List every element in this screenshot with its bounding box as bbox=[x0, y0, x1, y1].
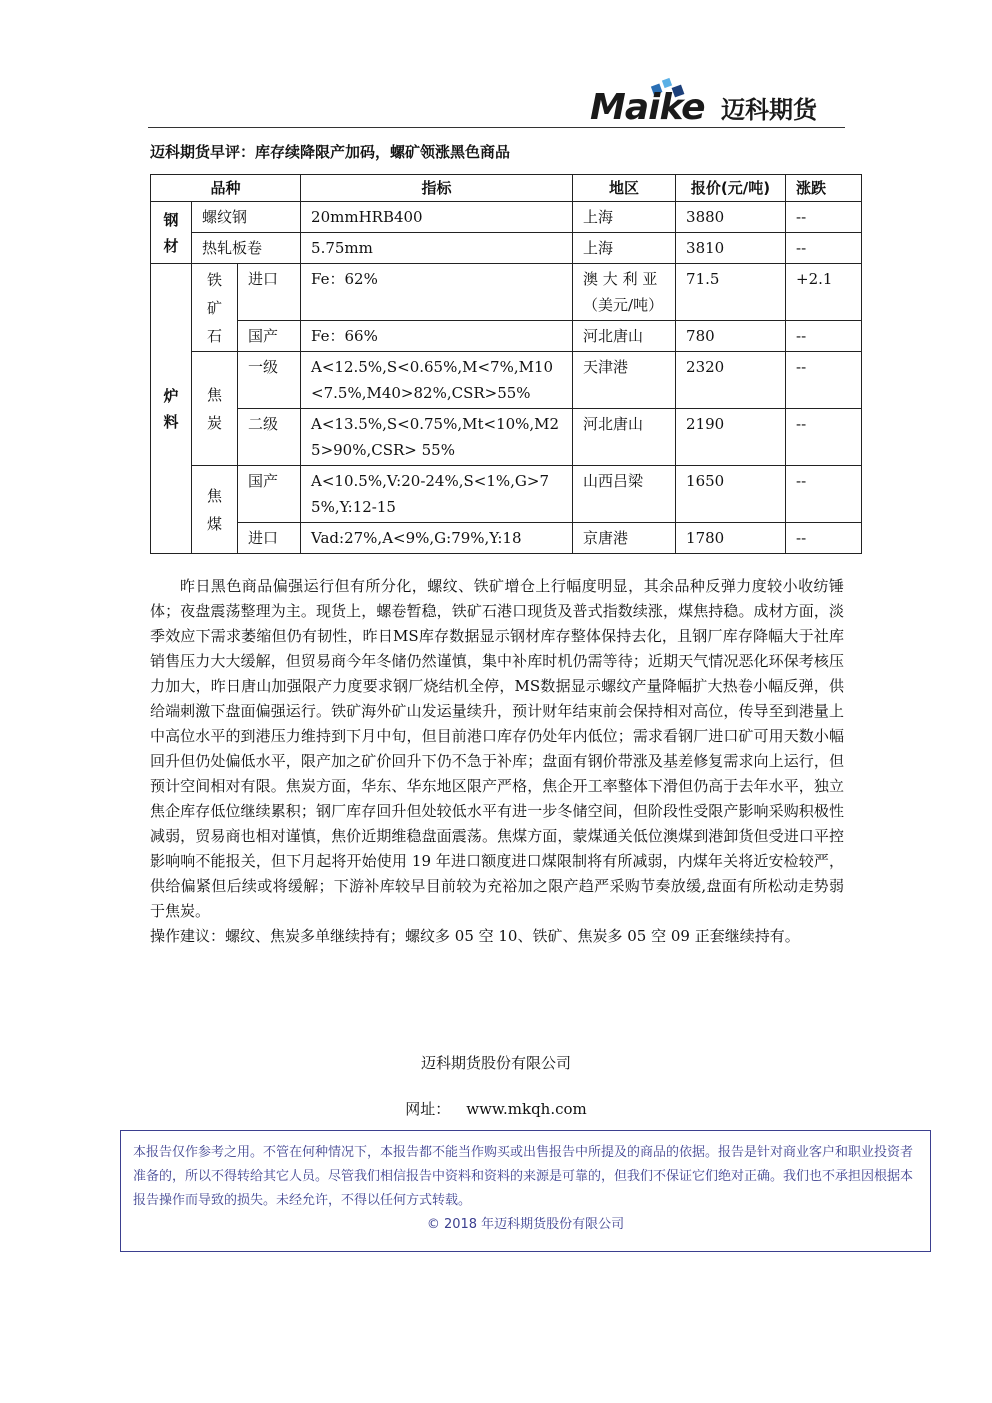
commentary-paragraph: 昨日黑色商品偏强运行但有所分化，螺纹、铁矿增仓上行幅度明显，其余品种反弹力度较小收纺锤体；夜盘震荡整理为主。现货上，螺卷暂稳，铁矿石港口现货及普式指数续涨，煤焦持稳。成材方面，淡季效应下需求萎缩但仍有韧性，昨日MS库存数据显示钢材库存整体保持去化，且钢厂库存降幅大于社库销售压力大大缓解，但贸易商今年冬储仍然谨慎，集中补库时机仍需等待；近期天气情况恶化环保考核压力加大，昨日唐山加强限产力度要求钢厂烧结机全停，MS数据显示螺纹产量降幅扩大热卷小幅反弹，供给端刺激下盘面偏强运行。铁矿海外矿山发运量续升，预计财年结束前会保持相对高位，传导至到港量上中高位水平的到港压力维持到下月中旬，但目前港口库存仍处年内低位；需求看钢厂进口矿可用天数小幅回升但仍处偏低水平，限产加之矿价回升下仍不急于补库；盘面有钢价带涨及基差修复需求向上运行，但预计空间相对有限。焦炭方面，华东、华东地区限产严格，焦企开工率整体下滑但仍高于去年水平，独立焦企库存低位继续累积；钢厂库存回升但处较低水平有进一步冬储空间，但阶段性受限产影响采购积极性减弱，贸易商也相对谨慎，焦价近期维稳盘面震荡。焦煤方面，蒙煤通关低位澳煤到港卸货但受进口平控影响响不能报关，但下月起将开始使用 19 年进口额度进口煤限制将有所减弱，内煤年关将近安检较严，供给偏紧但后续或将缓解；下游补库较早目前较为充裕加之限产趋严采购节奏放缓,盘面有所松动走势弱于焦炭。 bbox=[150, 577, 844, 920]
region-cell: 上海 bbox=[573, 202, 676, 233]
price-cell: 3880 bbox=[676, 202, 786, 233]
change-cell: -- bbox=[786, 352, 862, 409]
coke-char-1: 焦 bbox=[206, 385, 222, 404]
indicator-cell: 20mmHRB400 bbox=[301, 202, 573, 233]
copyright-line: © 2018 年迈科期货股份有限公司 bbox=[426, 1217, 625, 1232]
change-cell: -- bbox=[786, 202, 862, 233]
price-cell: 2190 bbox=[676, 409, 786, 466]
trading-advice: 操作建议：螺纹、焦炭多单继续持有；螺纹多 05 空 10、铁矿、焦炭多 05 空 09 正套继续持有。 bbox=[150, 927, 800, 945]
iron-ore-char-1: 铁 bbox=[206, 270, 222, 289]
variety-name: 螺纹钢 bbox=[192, 202, 301, 233]
group-steel-char-2: 材 bbox=[163, 236, 179, 255]
region-line-1: 澳 大 利 亚 bbox=[583, 270, 658, 288]
logo-chinese-text: 迈科期货 bbox=[721, 96, 817, 124]
company-name: 迈科期货股份有限公司 bbox=[420, 1054, 571, 1072]
website-url[interactable]: www.mkqh.com bbox=[466, 1100, 587, 1118]
sub-variety: 二级 bbox=[238, 409, 301, 466]
region-cell: 河北唐山 bbox=[573, 321, 676, 352]
table-header-row bbox=[151, 175, 862, 202]
company-logo bbox=[590, 76, 845, 128]
group-steel bbox=[151, 202, 192, 264]
region-cell: 京唐港 bbox=[573, 523, 676, 554]
price-cell: 1650 bbox=[676, 466, 786, 523]
change-cell: -- bbox=[786, 466, 862, 523]
indicator-cell: Fe：66% bbox=[301, 321, 573, 352]
iron-ore-label bbox=[192, 264, 238, 352]
indicator-cell: A<12.5%,S<0.65%,M<7%,M10<7.5%,M40>82%,CSR>55% bbox=[301, 352, 573, 409]
region-cell: 河北唐山 bbox=[573, 409, 676, 466]
commentary bbox=[150, 574, 844, 949]
disclaimer-box bbox=[120, 1130, 931, 1252]
sub-variety: 进口 bbox=[238, 264, 301, 321]
change-cell: +2.1 bbox=[786, 264, 862, 321]
group-steel-char-1: 钢 bbox=[163, 210, 179, 229]
disclaimer-text: 本报告仅作参考之用。不管在何种情况下，本报告都不能当作购买或出售报告中所提及的商品的依据。报告是针对商业客户和职业投资者准备的，所以不得转给其它人员。尽管我们相信报告中资料和资料的来源是可靠的，但我们不保证它们绝对正确。我们也不承担因根据本报告操作而导致的损失。未经允许，不得以任何方式转载。 bbox=[133, 1145, 914, 1208]
indicator-cell: Vad:27%,A<9%,G:79%,Y:18 bbox=[301, 523, 573, 554]
table-row bbox=[151, 233, 862, 264]
sub-variety: 国产 bbox=[238, 321, 301, 352]
header-indicator: 指标 bbox=[301, 175, 573, 202]
header-divider bbox=[148, 127, 845, 128]
price-table bbox=[150, 174, 862, 554]
group-furnace-char-1: 炉 bbox=[163, 386, 179, 405]
region-line-2: （美元/吨） bbox=[583, 296, 664, 314]
table-row bbox=[151, 523, 862, 554]
coke-char-2: 炭 bbox=[206, 413, 222, 432]
table-row bbox=[151, 352, 862, 409]
variety-name: 热轧板卷 bbox=[192, 233, 301, 264]
change-cell: -- bbox=[786, 233, 862, 264]
coking-coal-char-2: 煤 bbox=[206, 514, 222, 533]
change-cell: -- bbox=[786, 523, 862, 554]
sub-variety: 国产 bbox=[238, 466, 301, 523]
indicator-cell: A<13.5%,S<0.75%,Mt<10%,M25>90%,CSR> 55% bbox=[301, 409, 573, 466]
group-furnace bbox=[151, 264, 192, 554]
price-cell: 780 bbox=[676, 321, 786, 352]
iron-ore-char-2: 矿 bbox=[206, 298, 222, 317]
region-cell: 上海 bbox=[573, 233, 676, 264]
price-cell: 1780 bbox=[676, 523, 786, 554]
table-row bbox=[151, 264, 862, 321]
region-cell bbox=[573, 264, 676, 321]
indicator-cell: Fe：62% bbox=[301, 264, 573, 321]
price-cell: 2320 bbox=[676, 352, 786, 409]
iron-ore-char-3: 石 bbox=[206, 326, 222, 345]
coking-coal-label bbox=[192, 466, 238, 554]
group-furnace-char-2: 料 bbox=[163, 412, 179, 431]
change-cell: -- bbox=[786, 409, 862, 466]
report-title: 迈科期货早评：库存续降限产加码，螺矿领涨黑色商品 bbox=[150, 143, 511, 161]
region-cell: 天津港 bbox=[573, 352, 676, 409]
table-row bbox=[151, 321, 862, 352]
sub-variety: 一级 bbox=[238, 352, 301, 409]
header-variety: 品种 bbox=[151, 175, 301, 202]
price-cell: 3810 bbox=[676, 233, 786, 264]
header-region: 地区 bbox=[573, 175, 676, 202]
change-cell: -- bbox=[786, 321, 862, 352]
region-cell: 山西吕梁 bbox=[573, 466, 676, 523]
table-row bbox=[151, 202, 862, 233]
coke-label bbox=[192, 352, 238, 466]
indicator-cell: 5.75mm bbox=[301, 233, 573, 264]
logo-latin-text: Maike bbox=[590, 87, 705, 128]
header-change: 涨跌 bbox=[786, 175, 862, 202]
table-row bbox=[151, 409, 862, 466]
header-price: 报价(元/吨) bbox=[676, 175, 786, 202]
coking-coal-char-1: 焦 bbox=[206, 486, 222, 505]
indicator-cell: A<10.5%,V:20-24%,S<1%,G>75%,Y:12-15 bbox=[301, 466, 573, 523]
sub-variety: 进口 bbox=[238, 523, 301, 554]
website-label: 网址： bbox=[405, 1100, 451, 1118]
website-line bbox=[0, 1098, 992, 1120]
price-cell: 71.5 bbox=[676, 264, 786, 321]
table-row bbox=[151, 466, 862, 523]
